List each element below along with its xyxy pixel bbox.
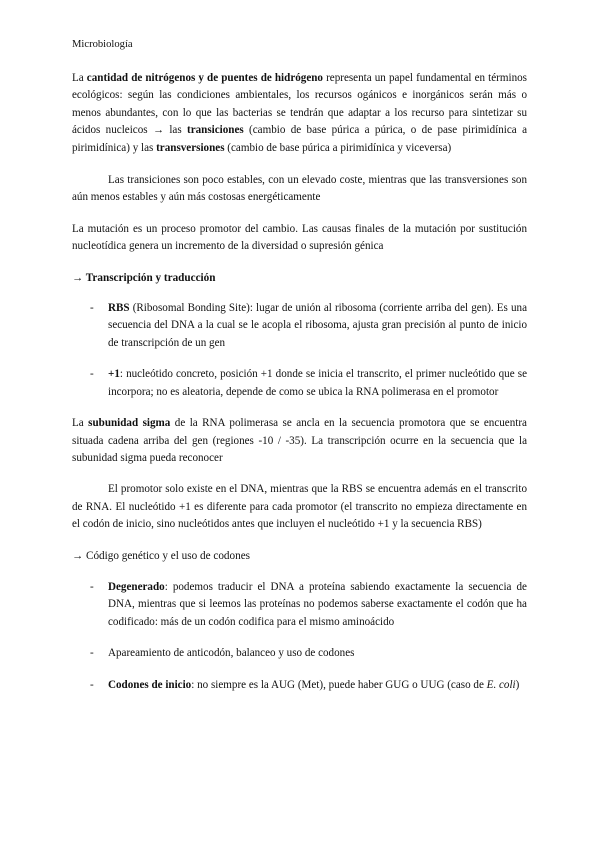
list-item-start-codons: - Codones de inicio: no siempre es la AUG (Met), puede haber GUG o UUG (caso de E. coli) — [90, 678, 520, 691]
paragraph-mutation: La mutación es un proceso promotor del cambio. Las causas finales de la mutación por sustitución nucleotídica genera un incremento de la diversidad o supresión génica — [72, 222, 527, 253]
paragraph-sigma-subunit: La subunidad sigma de la RNA polimerasa se ancla en la secuencia promotora que se encuentra situada cadena arriba del gen (regiones -10 / -35). La transcripción ocurre en la secuencia que la subunidad sigma pueda reconocer — [72, 417, 527, 464]
genetic-code-list — [72, 579, 527, 694]
paragraph-transitions: Las transiciones son poco estables, con un elevado coste, mientras que las transversiones son aún menos estables y aún más costosas energéticamente — [72, 174, 527, 204]
list-item-anticodon: - Apareamiento de anticodón, balanceo y uso de codones — [90, 647, 355, 660]
list-item-plus-one: - +1: nucleótido concreto, posición +1 donde se inicia el transcrito, el primer nucleótido que se incorpora; no es aleatoria, depende de como se ubica la RNA polimerasa en el promotor — [90, 368, 527, 398]
paragraph-nitrogen-content: La cantidad de nitrógenos y de puentes de hidrógeno representa un papel fundamental en términos ecológicos: según las condiciones ambientales, los recursos ogánicos e inorgánicos serán más o menos abundantes, con lo que las bacterias se tendrán que adaptar a los recurso para sintetizar su ácidos nucleicos → las transiciones (cambio de base púrica a púrica, o de pase pirimidínica a pirimidínica) y las transversiones (cambio de base púrica a pirimidínica y viceversa) — [72, 72, 527, 154]
page-header: Microbiología — [72, 39, 133, 50]
paragraph-promoter: El promotor solo existe en el DNA, mientras que la RBS se encuentra además en el transcrito de RNA. El nucleótido +1 es diferente para cada promotor (el transcrito no empieza directamente en el codón de inicio, sino nucleótidos antes que incluyen el nucleótido +1 y la secuencia RBS) — [72, 483, 527, 531]
document-body — [72, 70, 527, 694]
section-heading-genetic-code: → Código genético y el uso de codones — [72, 549, 251, 562]
transcription-list — [72, 300, 527, 401]
list-item-degenerate: - Degenerado: podemos traducir el DNA a proteína sabiendo exactamente la secuencia de DNA, mientras que si leemos las proteínas no podemos saberse exactamente el codón que ha codificado: más de un codón codifica para el mismo aminoácido — [90, 580, 527, 628]
section-heading-transcription: → Transcripción y traducción — [72, 271, 216, 284]
list-item-rbs: - RBS (Ribosomal Bonding Site): lugar de unión al ribosoma (corriente arriba del gen). Es una secuencia del DNA a la cual se le acopla el ribosoma, ajusta gran precisión al punto de inicio de transcripción de un gen — [90, 302, 527, 349]
